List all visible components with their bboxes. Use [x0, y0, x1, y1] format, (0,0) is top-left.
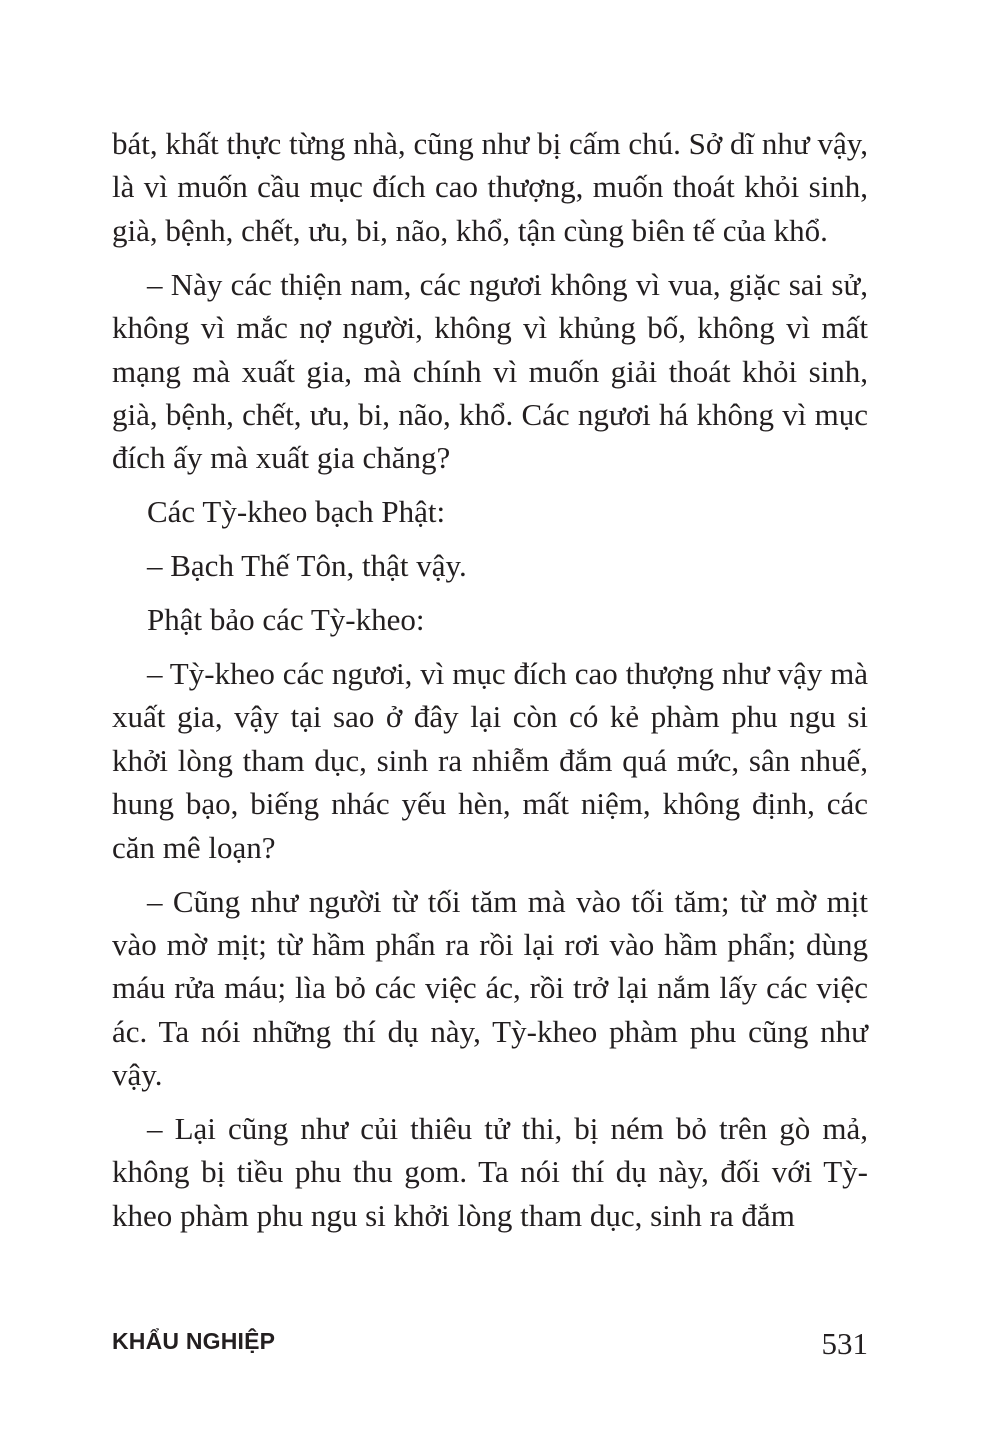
- page-number: 531: [821, 1326, 868, 1361]
- running-footer: [112, 1326, 868, 1366]
- paragraph-buddha-question: – Tỳ-kheo các ngươi, vì mục đích cao thượng như vậy mà xuất gia, vậy tại sao ở đây lại còn có kẻ phàm phu ngu si khởi lòng tham dục, sinh ra nhiễm đắm quá mức, sân nhuế, hung bạo, biếng nhác yếu hèn, mất niệm, không định, các căn mê loạn?: [112, 655, 868, 865]
- paragraph-continuation: bát, khất thực từng nhà, cũng như bị cấm chú. Sở dĩ như vậy, là vì muốn cầu mục đích cao thượng, muốn thoát khỏi sinh, già, bệnh, chết, ưu, bi, não, khổ, tận cùng biên tế của khổ.: [112, 126, 868, 248]
- paragraph-firewood-simile: – Lại cũng như củi thiêu tử thi, bị ném bỏ trên gò mả, không bị tiều phu thu gom. Ta nói thí dụ này, đối với Tỳ-kheo phàm phu ngu si khởi lòng tham dục, sinh ra đắm: [112, 1111, 868, 1233]
- page-body: [112, 122, 868, 1248]
- section-title: KHẨU NGHIỆP: [112, 1328, 276, 1354]
- paragraph-buddha-intro: Phật bảo các Tỳ-kheo:: [147, 602, 425, 638]
- paragraph-buddha-speech: – Này các thiện nam, các ngươi không vì vua, giặc sai sử, không vì mắc nợ người, không vì khủng bố, không vì mất mạng mà xuất gia, mà chính vì muốn giải thoát khỏi sinh, già, bệnh, chết, ưu, bi, não, khổ. Các ngươi há không vì mục đích ấy mà xuất gia chăng?: [112, 266, 868, 476]
- paragraph-darkness-simile: – Cũng như người từ tối tăm mà vào tối tăm; từ mờ mịt vào mờ mịt; từ hầm phẩn ra rồi lại rơi vào hầm phẩn; dùng máu rửa máu; lìa bỏ các việc ác, rồi trở lại nắm lấy các việc ác. Ta nói những thí dụ này, Tỳ-kheo phàm phu cũng như vậy.: [112, 883, 868, 1093]
- paragraph-monks-reply-intro: Các Tỳ-kheo bạch Phật:: [147, 494, 446, 530]
- paragraph-monks-reply: – Bạch Thế Tôn, thật vậy.: [147, 548, 467, 584]
